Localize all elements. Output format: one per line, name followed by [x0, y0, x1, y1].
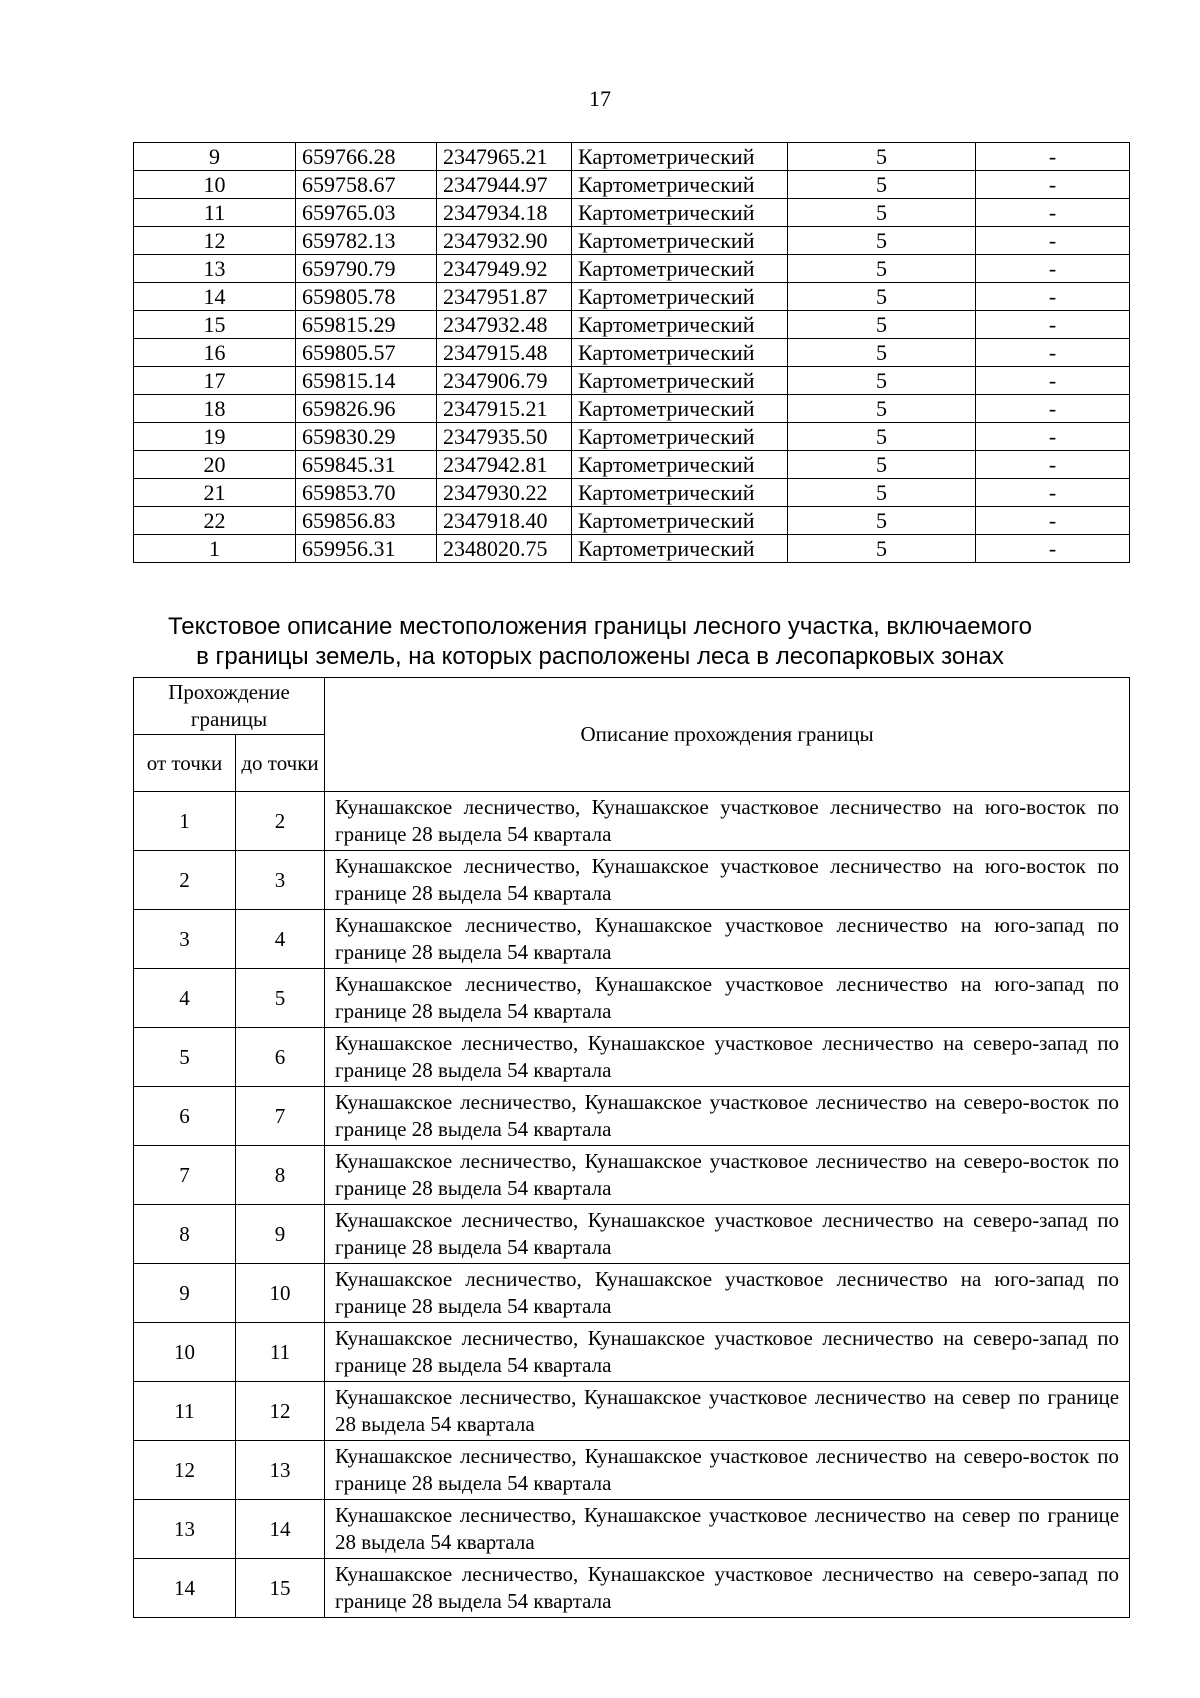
cell-note: - — [976, 479, 1130, 507]
header-description: Описание прохождения границы — [325, 678, 1130, 792]
cell-y: 2347934.18 — [437, 199, 572, 227]
cell-text: Кунашакское лесничество, Кунашакское участковое лесничество на юго-запад по границе 28 выдела 54 квартала — [325, 910, 1130, 969]
cell-to: 11 — [236, 1323, 325, 1382]
cell-y: 2347930.22 — [437, 479, 572, 507]
cell-y: 2347949.92 — [437, 255, 572, 283]
cell-x: 659956.31 — [296, 535, 437, 563]
cell-accuracy: 5 — [788, 479, 976, 507]
table-row — [134, 535, 1130, 563]
cell-text: Кунашакское лесничество, Кунашакское участковое лесничество на северо-восток по границе 28 выдела 54 квартала — [325, 1087, 1130, 1146]
cell-method: Картометрический — [572, 143, 788, 171]
cell-note: - — [976, 507, 1130, 535]
cell-accuracy: 5 — [788, 367, 976, 395]
table-row — [134, 367, 1130, 395]
cell-text: Кунашакское лесничество, Кунашакское участковое лесничество на северо-восток по границе 28 выдела 54 квартала — [325, 1441, 1130, 1500]
cell-from: 1 — [134, 792, 236, 851]
cell-y: 2347951.87 — [437, 283, 572, 311]
cell-to: 12 — [236, 1382, 325, 1441]
cell-note: - — [976, 171, 1130, 199]
cell-from: 12 — [134, 1441, 236, 1500]
table-row — [134, 227, 1130, 255]
boundary-description-table — [133, 677, 1130, 1618]
table-row — [134, 792, 1130, 851]
cell-point: 16 — [134, 339, 296, 367]
cell-to: 5 — [236, 969, 325, 1028]
cell-note: - — [976, 395, 1130, 423]
cell-to: 15 — [236, 1559, 325, 1618]
cell-point: 12 — [134, 227, 296, 255]
cell-accuracy: 5 — [788, 311, 976, 339]
cell-note: - — [976, 423, 1130, 451]
cell-x: 659856.83 — [296, 507, 437, 535]
cell-y: 2347915.48 — [437, 339, 572, 367]
cell-from: 3 — [134, 910, 236, 969]
cell-method: Картометрический — [572, 227, 788, 255]
cell-y: 2347965.21 — [437, 143, 572, 171]
cell-from: 10 — [134, 1323, 236, 1382]
cell-note: - — [976, 339, 1130, 367]
cell-from: 5 — [134, 1028, 236, 1087]
cell-method: Картометрический — [572, 535, 788, 563]
cell-accuracy: 5 — [788, 171, 976, 199]
table-row — [134, 143, 1130, 171]
table-row — [134, 507, 1130, 535]
cell-y: 2347906.79 — [437, 367, 572, 395]
section-title — [0, 612, 1200, 672]
cell-point: 14 — [134, 283, 296, 311]
cell-x: 659766.28 — [296, 143, 437, 171]
cell-text: Кунашакское лесничество, Кунашакское участковое лесничество на юго-запад по границе 28 выдела 54 квартала — [325, 1264, 1130, 1323]
header-passage: Прохождение границы — [134, 678, 325, 735]
cell-from: 8 — [134, 1205, 236, 1264]
cell-y: 2347942.81 — [437, 451, 572, 479]
cell-accuracy: 5 — [788, 199, 976, 227]
cell-to: 13 — [236, 1441, 325, 1500]
table-row — [134, 1264, 1130, 1323]
table-row — [134, 1087, 1130, 1146]
cell-accuracy: 5 — [788, 143, 976, 171]
cell-method: Картометрический — [572, 311, 788, 339]
table-row — [134, 311, 1130, 339]
cell-point: 21 — [134, 479, 296, 507]
cell-point: 17 — [134, 367, 296, 395]
table-row — [134, 851, 1130, 910]
cell-method: Картометрический — [572, 283, 788, 311]
table-row — [134, 423, 1130, 451]
cell-text: Кунашакское лесничество, Кунашакское участковое лесничество на юго-восток по границе 28 выдела 54 квартала — [325, 851, 1130, 910]
cell-from: 7 — [134, 1146, 236, 1205]
cell-note: - — [976, 311, 1130, 339]
cell-x: 659826.96 — [296, 395, 437, 423]
cell-text: Кунашакское лесничество, Кунашакское участковое лесничество на юго-восток по границе 28 выдела 54 квартала — [325, 792, 1130, 851]
cell-x: 659782.13 — [296, 227, 437, 255]
cell-y: 2347915.21 — [437, 395, 572, 423]
cell-x: 659805.78 — [296, 283, 437, 311]
cell-point: 18 — [134, 395, 296, 423]
cell-x: 659765.03 — [296, 199, 437, 227]
coordinates-table-body — [134, 143, 1130, 563]
cell-point: 10 — [134, 171, 296, 199]
table-row — [134, 1500, 1130, 1559]
cell-point: 20 — [134, 451, 296, 479]
cell-point: 1 — [134, 535, 296, 563]
cell-y: 2348020.75 — [437, 535, 572, 563]
cell-method: Картометрический — [572, 199, 788, 227]
table-row — [134, 339, 1130, 367]
cell-to: 6 — [236, 1028, 325, 1087]
cell-from: 13 — [134, 1500, 236, 1559]
cell-from: 9 — [134, 1264, 236, 1323]
cell-from: 2 — [134, 851, 236, 910]
cell-text: Кунашакское лесничество, Кунашакское участковое лесничество на северо-запад по границе 28 выдела 54 квартала — [325, 1205, 1130, 1264]
header-from-point: от точки — [134, 735, 236, 792]
table-row — [134, 1205, 1130, 1264]
section-title-line-1: Текстовое описание местоположения границы лесного участка, включаемого — [167, 613, 1033, 640]
cell-x: 659815.29 — [296, 311, 437, 339]
cell-from: 4 — [134, 969, 236, 1028]
cell-from: 6 — [134, 1087, 236, 1146]
section-title-line-2: в границы земель, на которых расположены леса в лесопарковых зонах — [196, 643, 1004, 670]
table-row — [134, 1028, 1130, 1087]
table-row — [134, 479, 1130, 507]
cell-point: 9 — [134, 143, 296, 171]
cell-accuracy: 5 — [788, 451, 976, 479]
table-row — [134, 1559, 1130, 1618]
cell-note: - — [976, 367, 1130, 395]
cell-x: 659790.79 — [296, 255, 437, 283]
cell-point: 13 — [134, 255, 296, 283]
cell-point: 15 — [134, 311, 296, 339]
cell-y: 2347918.40 — [437, 507, 572, 535]
cell-x: 659853.70 — [296, 479, 437, 507]
cell-y: 2347935.50 — [437, 423, 572, 451]
cell-note: - — [976, 143, 1130, 171]
cell-point: 19 — [134, 423, 296, 451]
cell-y: 2347944.97 — [437, 171, 572, 199]
cell-from: 11 — [134, 1382, 236, 1441]
cell-text: Кунашакское лесничество, Кунашакское участковое лесничество на север по границе 28 выдела 54 квартала — [325, 1382, 1130, 1441]
cell-text: Кунашакское лесничество, Кунашакское участковое лесничество на северо-запад по границе 28 выдела 54 квартала — [325, 1323, 1130, 1382]
table-row — [134, 451, 1130, 479]
table-row — [134, 255, 1130, 283]
cell-method: Картометрический — [572, 451, 788, 479]
cell-x: 659830.29 — [296, 423, 437, 451]
table-row — [134, 1382, 1130, 1441]
cell-from: 14 — [134, 1559, 236, 1618]
header-to-point: до точки — [236, 735, 325, 792]
cell-method: Картометрический — [572, 479, 788, 507]
cell-accuracy: 5 — [788, 227, 976, 255]
page-number: 17 — [589, 86, 611, 111]
table-row — [134, 395, 1130, 423]
cell-accuracy: 5 — [788, 255, 976, 283]
table-row — [134, 910, 1130, 969]
table-row — [134, 1146, 1130, 1205]
cell-to: 8 — [236, 1146, 325, 1205]
cell-to: 7 — [236, 1087, 325, 1146]
cell-point: 22 — [134, 507, 296, 535]
cell-x: 659758.67 — [296, 171, 437, 199]
cell-text: Кунашакское лесничество, Кунашакское участковое лесничество на юго-запад по границе 28 выдела 54 квартала — [325, 969, 1130, 1028]
cell-method: Картометрический — [572, 395, 788, 423]
cell-to: 4 — [236, 910, 325, 969]
cell-accuracy: 5 — [788, 283, 976, 311]
cell-accuracy: 5 — [788, 535, 976, 563]
cell-to: 10 — [236, 1264, 325, 1323]
cell-text: Кунашакское лесничество, Кунашакское участковое лесничество на север по границе 28 выдела 54 квартала — [325, 1500, 1130, 1559]
cell-y: 2347932.90 — [437, 227, 572, 255]
cell-text: Кунашакское лесничество, Кунашакское участковое лесничество на северо-запад по границе 28 выдела 54 квартала — [325, 1559, 1130, 1618]
cell-method: Картометрический — [572, 423, 788, 451]
cell-method: Картометрический — [572, 507, 788, 535]
cell-note: - — [976, 255, 1130, 283]
cell-method: Картометрический — [572, 171, 788, 199]
cell-method: Картометрический — [572, 367, 788, 395]
cell-note: - — [976, 227, 1130, 255]
cell-to: 2 — [236, 792, 325, 851]
coordinates-table — [133, 142, 1130, 563]
table-row — [134, 199, 1130, 227]
cell-x: 659805.57 — [296, 339, 437, 367]
cell-text: Кунашакское лесничество, Кунашакское участковое лесничество на северо-восток по границе 28 выдела 54 квартала — [325, 1146, 1130, 1205]
cell-method: Картометрический — [572, 339, 788, 367]
cell-point: 11 — [134, 199, 296, 227]
table-row — [134, 283, 1130, 311]
cell-to: 9 — [236, 1205, 325, 1264]
table-row — [134, 1323, 1130, 1382]
cell-to: 14 — [236, 1500, 325, 1559]
cell-text: Кунашакское лесничество, Кунашакское участковое лесничество на северо-запад по границе 28 выдела 54 квартала — [325, 1028, 1130, 1087]
cell-x: 659815.14 — [296, 367, 437, 395]
cell-note: - — [976, 199, 1130, 227]
cell-accuracy: 5 — [788, 423, 976, 451]
cell-accuracy: 5 — [788, 507, 976, 535]
table-row — [134, 171, 1130, 199]
cell-accuracy: 5 — [788, 339, 976, 367]
cell-note: - — [976, 283, 1130, 311]
table-row — [134, 969, 1130, 1028]
table-row — [134, 1441, 1130, 1500]
boundary-description-body — [134, 792, 1130, 1618]
cell-note: - — [976, 451, 1130, 479]
cell-method: Картометрический — [572, 255, 788, 283]
cell-note: - — [976, 535, 1130, 563]
cell-accuracy: 5 — [788, 395, 976, 423]
cell-y: 2347932.48 — [437, 311, 572, 339]
cell-to: 3 — [236, 851, 325, 910]
cell-x: 659845.31 — [296, 451, 437, 479]
